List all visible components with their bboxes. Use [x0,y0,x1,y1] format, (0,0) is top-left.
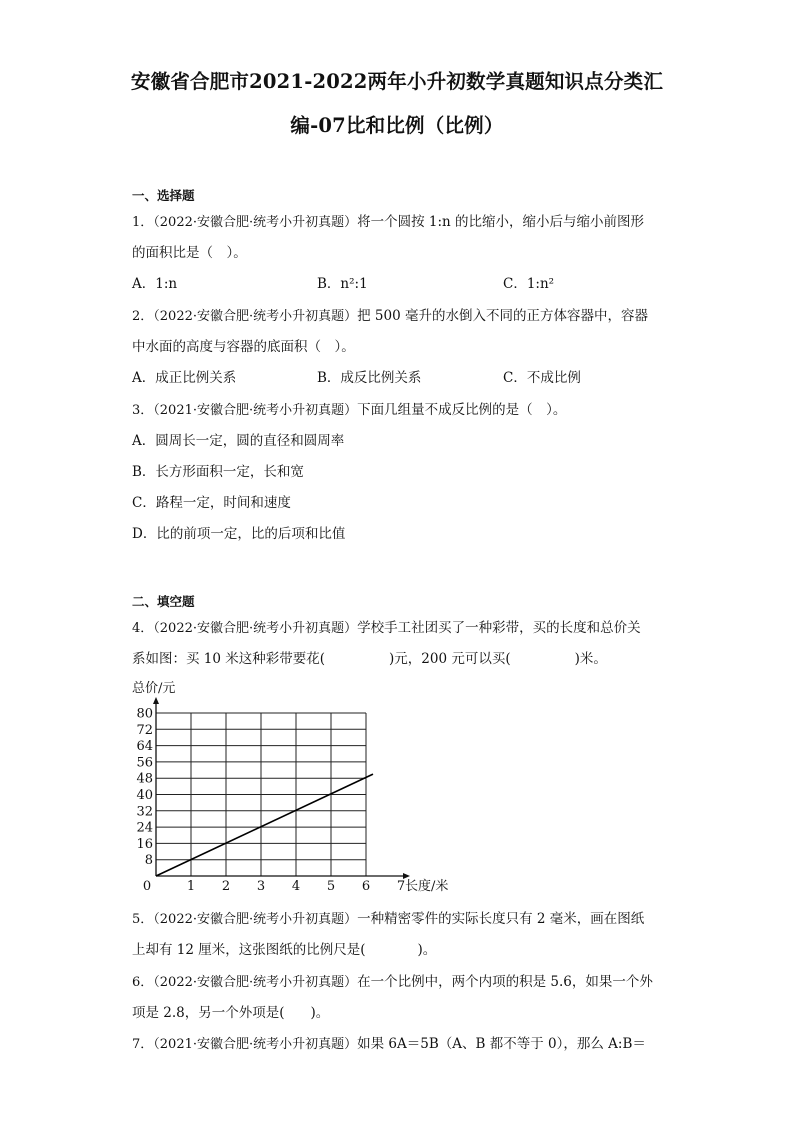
question-5-source: 5．（2022·安徽合肥·统考小升初真题） [132,912,358,927]
y-tick-label: 8 [144,853,153,869]
series-line [156,774,373,876]
x-axis-label: 长度/米 [405,879,449,894]
x-tick-label: 7 [396,879,406,894]
question-2-text-b: 中水面的高度与容器的底面积（ ）。 [132,339,355,355]
y-tick-label: 16 [136,836,153,852]
y-tick-label: 80 [136,706,153,722]
y-tick-label: 64 [136,739,153,755]
y-tick-label: 56 [136,755,153,771]
x-tick-label: 4 [291,879,301,894]
y-axis-label: 总价/元 [132,681,176,696]
question-2-text-a: 把 500 毫升的水倒入不同的正方体容器中，容器 [357,308,648,324]
question-1-text-b: 的面积比是（ ）。 [132,245,247,261]
question-7-text-a: 如果 6A＝5B（A、B 都不等于 0），那么 A:B＝ [357,1036,646,1052]
question-3-option-b[interactable]: B．长方形面积一定，长和宽 [132,464,304,480]
y-tick-label: 72 [136,722,153,738]
question-7-source: 7．（2021·安徽合肥·统考小升初真题） [132,1037,358,1052]
question-4-line-1 [132,618,641,639]
question-6-source: 6．（2022·安徽合肥·统考小升初真题） [132,975,358,990]
question-3-source: 3．（2021·安徽合肥·统考小升初真题） [132,403,358,418]
question-4-text-a: 学校手工社团买了一种彩带，买的长度和总价关 [357,620,641,636]
question-1-line-1 [132,212,644,233]
question-6-text-b1: 项是 2.8，另一个外项是( [132,1005,285,1021]
question-2-option-b[interactable]: B．成反比例关系 [317,370,422,386]
question-5-line-2 [132,940,436,960]
x-tick-label: 0 [142,879,152,894]
question-1-source: 1．（2022·安徽合肥·统考小升初真题） [132,215,358,230]
section-heading-fill: 二、填空题 [132,594,195,609]
question-7-line-1 [132,1034,646,1055]
x-tick-label: 6 [361,879,371,894]
question-1-option-b[interactable]: B．n²:1 [317,276,368,292]
y-tick-label: 48 [136,771,153,787]
question-4-source: 4．（2022·安徽合肥·统考小升初真题） [132,621,358,636]
x-tick-label: 1 [186,879,196,894]
question-5-text-b2: )。 [417,942,437,958]
question-4-text-b3: )米。 [574,651,607,667]
x-tick-label: 2 [221,879,231,894]
question-3-option-c[interactable]: C．路程一定，时间和速度 [132,495,291,511]
question-4-text-b1: 系如图：买 10 米这种彩带要花( [132,651,326,667]
question-6-text-b2: )。 [310,1005,330,1021]
question-4-line-2 [132,649,607,669]
question-5-text-b1: 上却有 12 厘米，这张图纸的比例尺是( [132,942,366,958]
question-5-text-a: 一种精密零件的实际长度只有 2 毫米，画在图纸 [357,911,645,927]
question-6-line-2 [132,1003,329,1023]
question-6-text-a: 在一个比例中，两个内项的积是 5.6，如果一个外 [357,974,653,990]
question-2-source: 2．（2022·安徽合肥·统考小升初真题） [132,309,358,324]
y-tick-label: 40 [136,788,153,803]
price-length-chart [118,678,478,900]
question-1-text-a: 将一个圆按 1:n 的比缩小，缩小后与缩小前图形 [357,214,645,230]
document-title-line-2: 编-07比和比例（比例） [290,114,504,137]
question-3-option-d[interactable]: D．比的前项一定，比的后项和比值 [132,526,346,542]
question-2-option-a[interactable]: A．成正比例关系 [132,370,237,386]
y-tick-label: 32 [136,804,153,820]
question-5-line-1 [132,909,644,930]
question-4-text-b2: )元，200 元可以买( [389,651,511,667]
x-tick-label: 5 [326,879,336,894]
section-heading-choice: 一、选择题 [132,188,195,203]
question-2-option-c[interactable]: C．不成比例 [503,370,581,386]
x-tick-label: 3 [256,879,266,894]
question-3-text-a: 下面几组量不成反比例的是（ ）。 [357,402,567,418]
y-tick-label: 24 [136,820,153,836]
question-1-option-a[interactable]: A．1:n [132,276,178,292]
document-title-line-1: 安徽省合肥市2021-2022两年小升初数学真题知识点分类汇 [130,70,664,93]
question-2-line-1 [132,306,648,327]
y-axis-arrow-icon [153,697,159,704]
question-1-option-c[interactable]: C．1:n² [503,276,555,292]
question-6-line-1 [132,972,653,993]
question-3-option-a[interactable]: A．圆周长一定，圆的直径和圆周率 [132,433,345,449]
question-3-line-1 [132,400,566,421]
